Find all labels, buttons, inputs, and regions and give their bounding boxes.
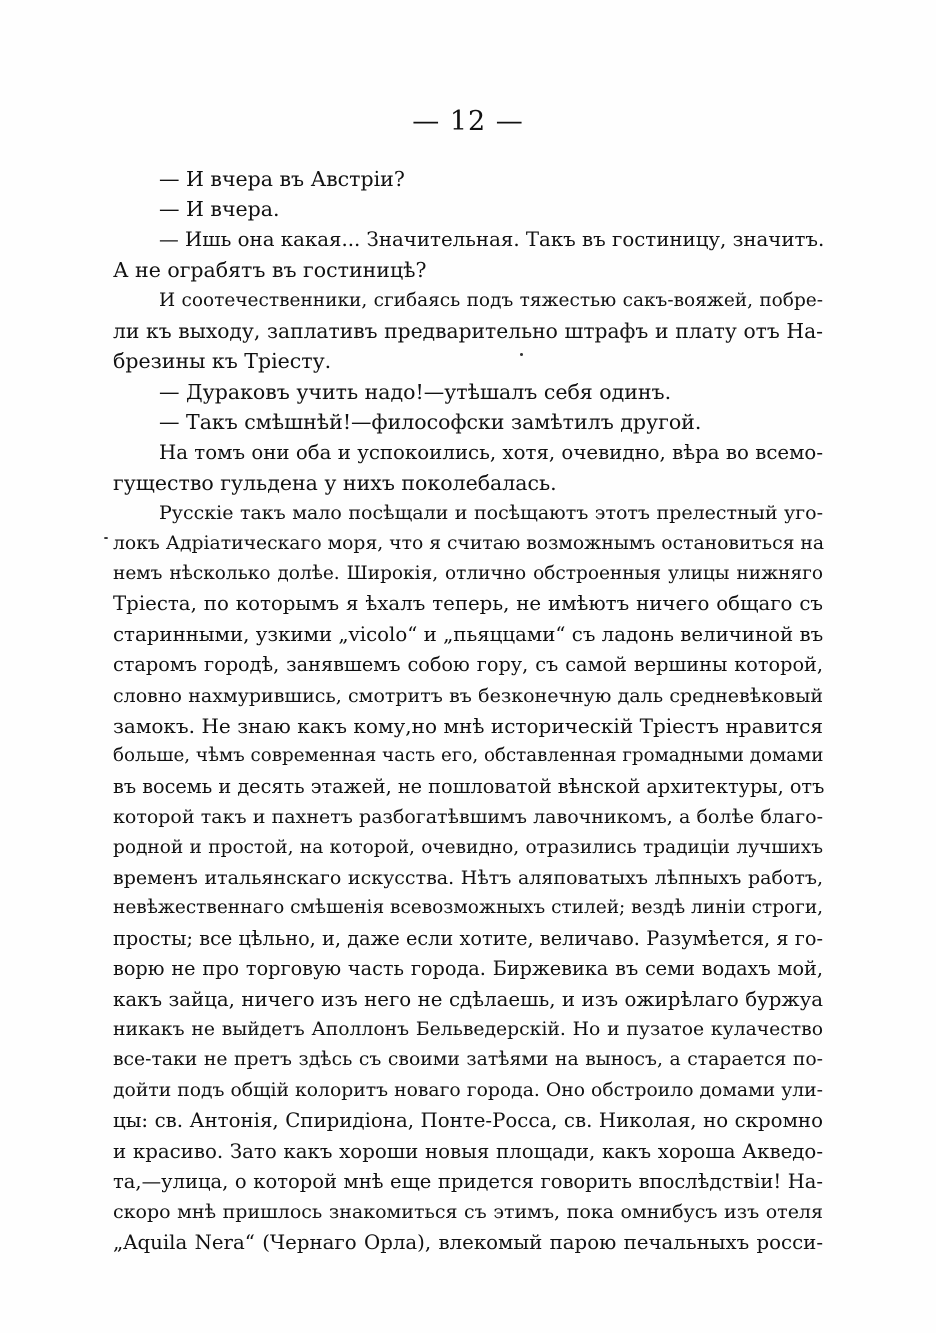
text-line: А не ограбятъ въ гостиницѣ? [113, 258, 427, 283]
text-line: въ восемь и десять этажей, не пошловатой вѣнской архитектуры, отъ [113, 774, 825, 798]
text-line: брезины къ Тріесту. [113, 349, 332, 374]
body-text [113, 164, 823, 1258]
text-line: старомъ городѣ, занявшемъ собою гору, съ самой вершины которой, [113, 653, 823, 677]
text-line: И соотечественники, сгибаясь подъ тяжестью сакъ-вояжей, побре- [159, 289, 823, 311]
text-line: скоро мнѣ пришлось знакомиться съ этимъ, пока омнибусъ изъ отеля [113, 1201, 823, 1224]
text-line: Русскіе такъ мало посѣщали и посѣщаютъ этотъ прелестный уго- [159, 502, 823, 525]
text-line: больше, чѣмъ современная часть его, обставленная громадными домами [113, 745, 824, 767]
text-line: На томъ они оба и успокоились, хотя, очевидно, вѣра во всемо- [159, 440, 823, 464]
text-line: цы: св. Антонія, Спиридіона, Понте-Росса, св. Николая, но скромно [113, 1109, 823, 1133]
text-line: которой такъ и пахнетъ разбогатѣвшимъ лавочникомъ, а болѣе благо- [113, 806, 823, 829]
text-line: замокъ. Не знаю какъ кому,но мнѣ историческій Тріестъ нравится [113, 714, 823, 739]
text-line: словно нахмурившись, смотритъ въ безконечную даль средневѣковый [113, 684, 823, 707]
text-line: Тріеста, по которымъ я ѣхалъ теперь, не имѣютъ ничего общаго съ [113, 592, 823, 616]
text-line: ворю не про торговую часть города. Биржевика въ семи водахъ мой, [113, 957, 823, 981]
text-line: дойти подъ общій колоритъ новаго города. Оно обстроило домами ули- [113, 1079, 823, 1101]
text-line: — И вчера въ Австріи? [159, 167, 405, 191]
text-line: временъ итальянскаго искусства. Нѣтъ аляповатыхъ лѣпныхъ работъ, [113, 866, 823, 889]
text-line: немъ нѣсколько долѣе. Широкія, отлично обстроенныя улицы нижняго [113, 563, 823, 585]
text-line: и красиво. Зато какъ хороши новыя площади, какъ хороша Акведо- [113, 1139, 823, 1163]
text-line: — Дураковъ учить надо!—утѣшалъ себя одинъ. [159, 379, 672, 404]
text-line: просты; все цѣльно, и, даже если хотите, величаво. Разумѣется, я го- [113, 926, 823, 950]
text-line: „Aquila Nera“ (Чернаго Орла), влекомый парою печальныхъ росси- [113, 1230, 823, 1254]
text-line: — И вчера. [159, 197, 280, 222]
text-line: невѣжественнаго смѣшенія всевозможныхъ стилей; вездѣ линіи строги, [113, 897, 824, 919]
text-line: локъ Адріатическаго моря, что я считаю возможнымъ остановиться на [113, 532, 825, 554]
page-number: — 12 — [412, 106, 524, 137]
text-line: ли къ выходу, заплативъ предварительно штрафъ и плату отъ На- [113, 318, 823, 343]
text-line: все-таки не претъ здѣсь съ своими затѣями на выносъ, а старается по- [113, 1049, 823, 1071]
text-line: старинными, узкими „vicolo“ и „пьяццами“ съ ладонь величиной въ [113, 622, 824, 646]
text-line: какъ зайца, ничего изъ него не сдѣлаешь, и изъ ожирѣлаго буржуа [113, 987, 823, 1011]
text-line: родной и простой, на которой, очевидно, отразились традиціи лучшихъ [113, 836, 823, 858]
text-line: гущество гульдена у нихъ поколебалась. [113, 470, 557, 495]
text-line: — Такъ смѣшнѣй!—философски замѣтилъ другой. [159, 410, 702, 435]
text-line: никакъ не выйдетъ Аполлонъ Бельведерскій. Но и пузатое кулачество [113, 1018, 823, 1040]
text-line: — Ишь она какая... Значительная. Такъ въ гостиницу, значитъ. [159, 227, 825, 251]
print-speck [104, 537, 108, 539]
print-speck [520, 353, 523, 356]
text-line: та,—улица, о которой мнѣ еще придется говорить впослѣдствіи! На- [113, 1169, 823, 1193]
